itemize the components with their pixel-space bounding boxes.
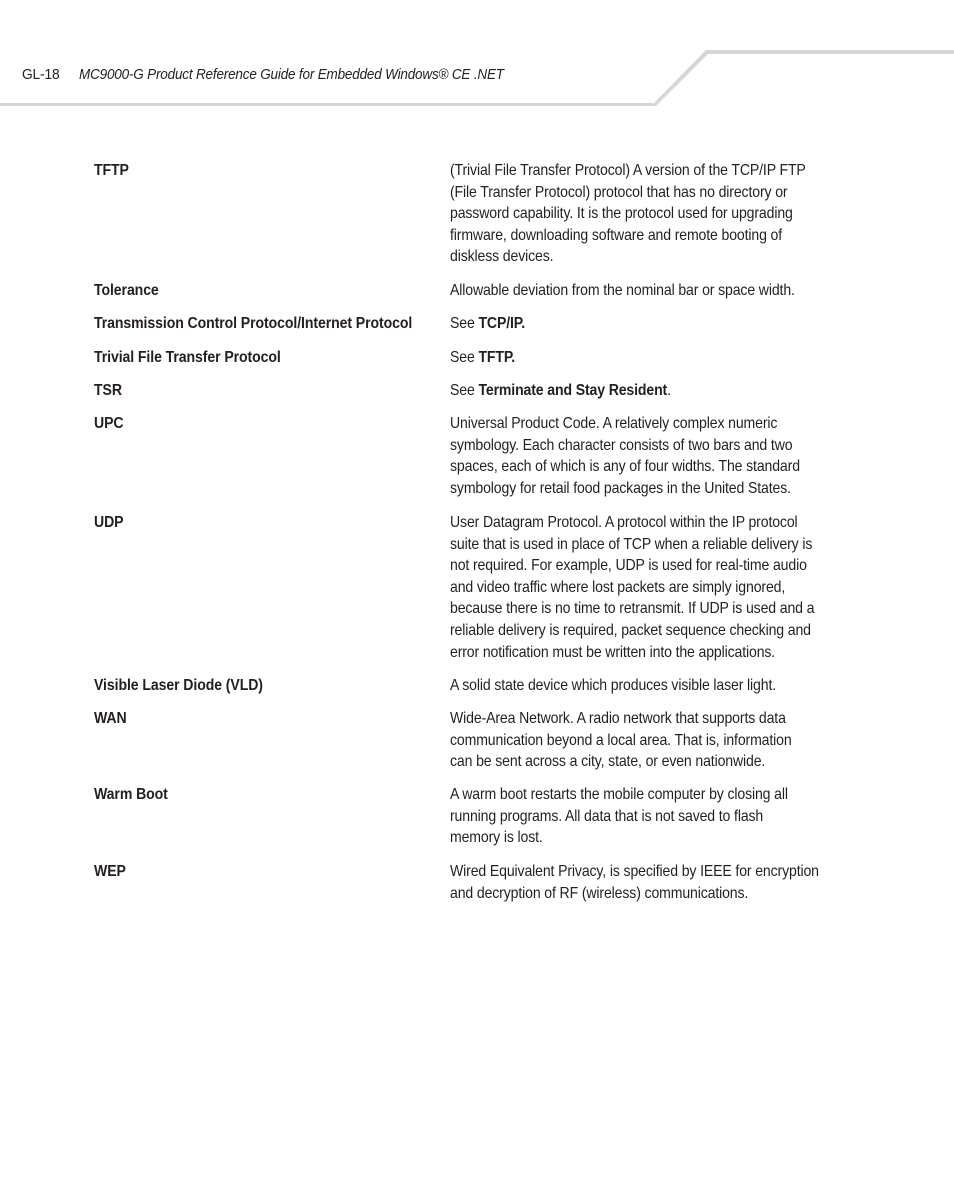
glossary-term: Transmission Control Protocol/Internet Protocol [94, 315, 413, 332]
definition-line: running programs. All data that is not saved to flash [450, 807, 764, 825]
definition-line: password capability. It is the protocol used for upgrading [450, 205, 793, 223]
page-number: GL-18 [22, 66, 60, 83]
definition-line: symbology. Each character consists of two bars and two [450, 436, 793, 454]
see-prefix: See [450, 382, 479, 399]
glossary-definition [450, 160, 825, 268]
definition-line: (File Transfer Protocol) protocol that has no directory or [450, 183, 788, 201]
glossary-term: Tolerance [94, 282, 159, 299]
glossary-term: UPC [94, 415, 124, 432]
definition-line: Wide-Area Network. A radio network that supports data [450, 710, 786, 727]
glossary-definition [450, 512, 825, 663]
glossary-definition [450, 313, 825, 335]
definition-line: Allowable deviation from the nominal bar or space width. [450, 282, 795, 299]
definition-line: firmware, downloading software and remote booting of [450, 226, 783, 244]
glossary-term: WEP [94, 863, 126, 880]
glossary-definition [450, 708, 825, 773]
glossary-term: WAN [94, 710, 127, 727]
definition-line: reliable delivery is required, packet sequence checking and [450, 621, 811, 639]
definition-line: and decryption of RF (wireless) communications. [450, 884, 749, 902]
glossary-term: Visible Laser Diode (VLD) [94, 677, 263, 694]
definition-line: symbology for retail food packages in the United States. [450, 479, 791, 497]
definition-line: Wired Equivalent Privacy, is specified by IEEE for encryption [450, 863, 819, 880]
glossary-definition [450, 280, 825, 302]
definition-line: can be sent across a city, state, or even nationwide. [450, 753, 766, 771]
glossary-definition [450, 347, 825, 369]
glossary-definition [450, 675, 825, 697]
glossary-definition [450, 380, 825, 402]
glossary-definition [450, 413, 825, 499]
definition-line: because there is no time to retransmit. If UDP is used and a [450, 600, 815, 618]
glossary-definition [450, 861, 825, 904]
definition-line: (Trivial File Transfer Protocol) A version of the TCP/IP FTP [450, 162, 806, 179]
definition-line: A warm boot restarts the mobile computer by closing all [450, 786, 788, 803]
definition-line: User Datagram Protocol. A protocol within the IP protocol [450, 514, 798, 531]
glossary-definition [450, 784, 825, 849]
header-tab-shape [0, 0, 954, 110]
definition-line: spaces, each of which is any of four widths. The standard [450, 458, 800, 476]
see-prefix: See [450, 349, 479, 366]
glossary-term: UDP [94, 514, 124, 531]
definition-line: not required. For example, UDP is used for real-time audio [450, 557, 807, 575]
definition-line: and video traffic where lost packets are simply ignored, [450, 578, 786, 596]
cross-reference-link[interactable]: Terminate and Stay Resident [478, 382, 668, 399]
glossary-term: TSR [94, 382, 122, 399]
glossary-term: TFTP [94, 162, 129, 179]
cross-reference-link[interactable]: TCP/IP. [478, 315, 526, 332]
definition-line: suite that is used in place of TCP when a reliable delivery is [450, 535, 813, 553]
definition-line: communication beyond a local area. That is, information [450, 731, 792, 749]
definition-line: memory is lost. [450, 829, 543, 847]
glossary-term: Trivial File Transfer Protocol [94, 349, 281, 366]
definition-line: A solid state device which produces visible laser light. [450, 677, 777, 694]
glossary-term: Warm Boot [94, 786, 168, 803]
definition-line: error notification must be written into the applications. [450, 643, 776, 661]
definition-line: diskless devices. [450, 248, 554, 266]
see-suffix: . [667, 382, 671, 399]
cross-reference-link[interactable]: TFTP. [478, 349, 516, 366]
see-prefix: See [450, 315, 479, 332]
document-title: MC9000-G Product Reference Guide for Embedded Windows® CE .NET [79, 66, 504, 83]
definition-line: Universal Product Code. A relatively complex numeric [450, 415, 778, 432]
